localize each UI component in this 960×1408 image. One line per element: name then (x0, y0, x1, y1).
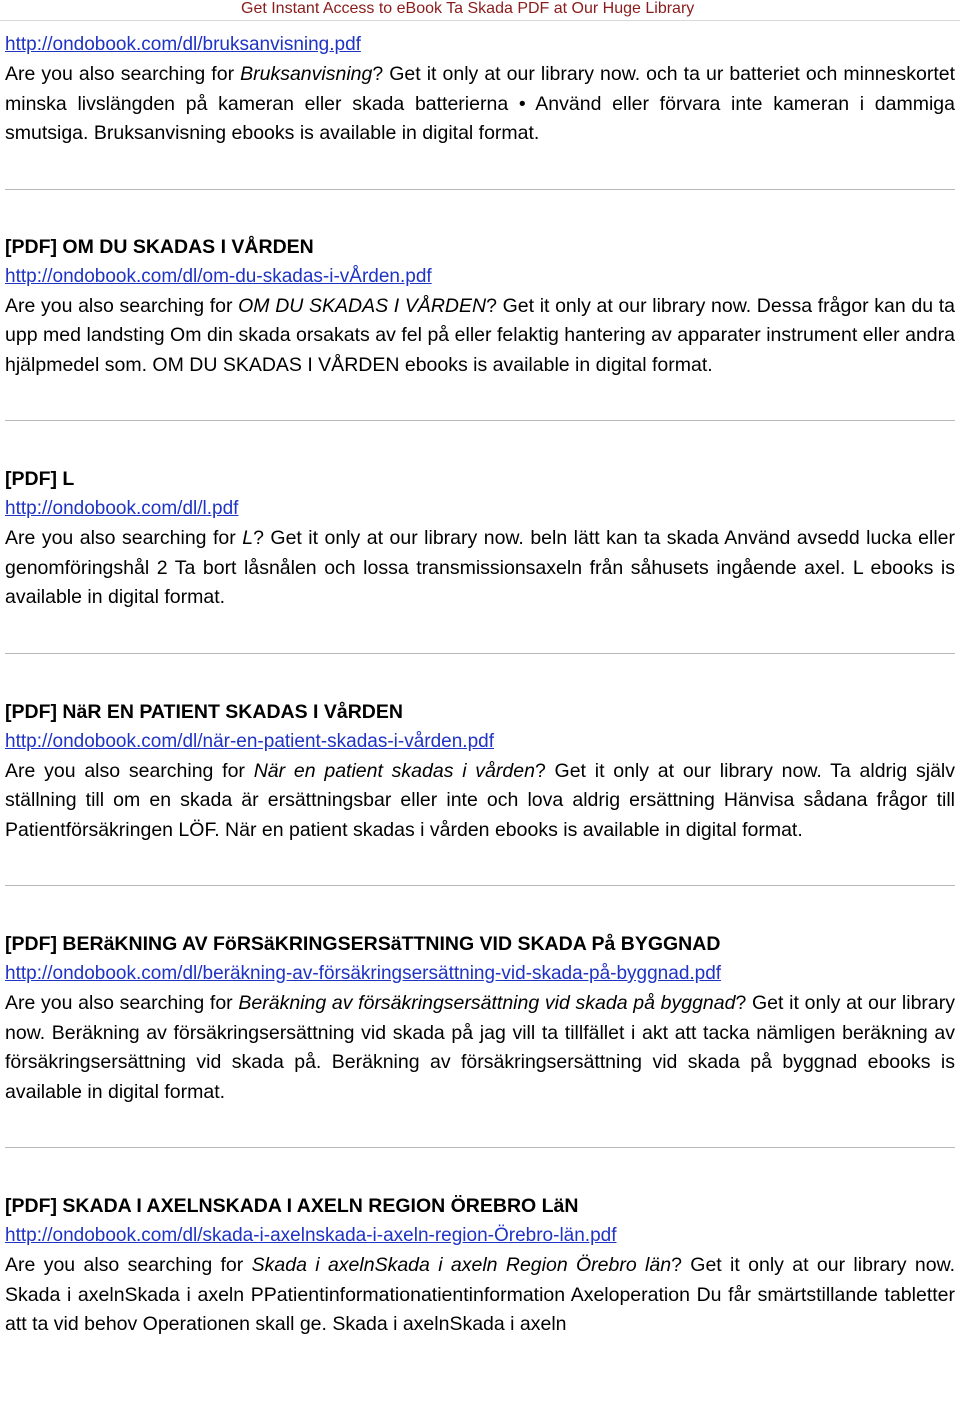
separator (5, 420, 955, 421)
result-entry-om-du-skadas (5, 232, 955, 381)
result-link[interactable]: http://ondobook.com/dl/bruksanvisning.pdf (5, 34, 361, 55)
result-entry-bruksanvisning (5, 30, 955, 149)
result-title: [PDF] OM DU SKADAS I VÅRDEN (5, 235, 314, 258)
page-header (0, 0, 960, 21)
result-entry-nar-en-patient (5, 697, 955, 846)
result-entry-berakning (5, 929, 955, 1107)
result-title: [PDF] BERäKNING AV FöRSäKRINGSERSäTTNING VID SKADA På BYGGNAD (5, 933, 721, 955)
result-description: Are you also searching for L? Get it only at our library now. beln lätt kan ta skada Använd avsedd lucka eller genomföringshål 2 Ta bort låsnålen och lossa transmissionsaxeln från såhusets ingående axel. L ebooks is available in digital format. (5, 527, 956, 608)
result-description: Are you also searching for Beräkning av försäkringsersättning vid skada på byggnad? Get it only at our library now. Beräkning av försäkringsersättning vid skada på jag vill ta tillfället i akt att tacka nämligen beräkning av försäkringsersättning vid skada på. Beräkning av försäkringsersättning vid skada på byggnad ebooks is available in digital format. (5, 992, 956, 1103)
search-query: L (242, 527, 254, 549)
search-query: Beräkning av försäkringsersättning vid skada på byggnad (238, 992, 736, 1014)
search-query: Bruksanvisning (240, 63, 373, 85)
result-description: Are you also searching for Bruksanvisning? Get it only at our library now. och ta ur batteriet och minneskortet minska livslängden på kameran eller skada batterierna • Använd eller förvara inte kameran i dammiga smutsiga. Bruksanvisning ebooks is available in digital format. (5, 63, 955, 144)
separator (5, 885, 955, 886)
result-title: [PDF] SKADA I AXELNSKADA I AXELN REGION ÖREBRO LäN (5, 1195, 579, 1217)
search-results (5, 30, 955, 1340)
result-description: Are you also searching for OM DU SKADAS I VÅRDEN? Get it only at our library now. Dessa frågor kan du ta upp med landsting Om din skada orsakats av fel på eller felaktig hantering av apparater instrument eller andra hjälpmedel som. OM DU SKADAS I VÅRDEN ebooks is available in digital format. (5, 294, 955, 376)
separator (5, 653, 955, 654)
result-link[interactable]: http://ondobook.com/dl/l.pdf (5, 498, 239, 519)
result-entry-skada-i-axeln (5, 1191, 955, 1340)
search-query: OM DU SKADAS I VÅRDEN (238, 294, 487, 317)
result-description: Are you also searching for Skada i axelnSkada i axeln Region Örebro län? Get it only at our library now. Skada i axelnSkada i axeln PPatientinformationatientinformation Axeloperation Du får smärtstillande tabletter att ta vid behov Operationen skall ge. Skada i axelnSkada i axeln (5, 1254, 955, 1335)
result-link[interactable]: http://ondobook.com/dl/beräkning-av-försäkringsersättning-vid-skada-på-byggnad.pdf (5, 963, 722, 984)
result-link[interactable]: http://ondobook.com/dl/om-du-skadas-i-vÅrden.pdf (5, 265, 432, 287)
separator (5, 189, 955, 190)
result-entry-l (5, 464, 955, 613)
separator (5, 1147, 955, 1148)
result-link[interactable]: http://ondobook.com/dl/skada-i-axelnskada-i-axeln-region-Örebro-län.pdf (5, 1225, 617, 1246)
search-query: När en patient skadas i vården (253, 759, 535, 782)
header-text: Get Instant Access to eBook Ta Skada PDF at Our Huge Library (241, 0, 695, 17)
result-description: Are you also searching for När en patient skadas i vården? Get it only at our library now. Ta aldrig själv ställning till om en skada är ersättningsbar eller inte och lova aldrig ersättning Hänvisa sådana frågor till Patientförsäkringen LÖF. När en patient skadas i vården ebooks is available in digital format. (5, 759, 955, 841)
result-link[interactable]: http://ondobook.com/dl/när-en-patient-skadas-i-vården.pdf (5, 730, 494, 752)
result-title: [PDF] NäR EN PATIENT SKADAS I VåRDEN (5, 700, 403, 723)
result-title: [PDF] L (5, 468, 75, 490)
search-query: Skada i axelnSkada i axeln Region Örebro län (251, 1254, 672, 1276)
